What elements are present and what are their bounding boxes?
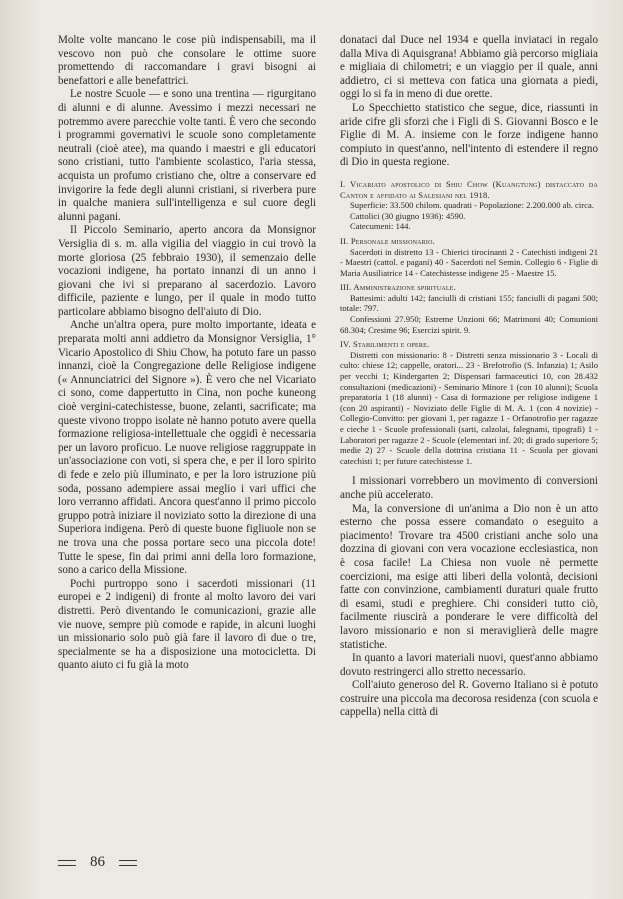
stats-line: Distretti con missionario: 8 - Distretti senza missionario 3 - Locali di culto: chiese 12; cappelle, oratori... 23 - Brefotrofio (S. Infanzia) 1; Asilo per vecchi 1; Kindergarten 2; Dispensari farmaceutici 10, con 28.432 consultazioni (medicazioni) - Seminario Minore 1 (con 10 alunni); Scuola preparatoria 1 (18 alunni) - Casa di formazione per religiose indigene 1 (con 20 aspiranti) - Noviziato delle Figlie di M. A. 1 (con 4 novizie) - Collegio-Convitto: per giovani 1, per ragazze 1 - Orfanotrofio per ragazze e cieche 1 - Scuole professionali (sarti, calzolai, falegnami, tipografi) 1 - Laboratori per ragazze 2 - Scuole (elementari inf. 20; di grado superiore 5; medie 2) 27 - Scuole della dottrina cristiana 11 - Scuola per giovani catechisti 1; per future catechistesse 1. — [340, 349, 598, 466]
paragraph: donataci dal Duce nel 1934 e quella inviataci in regalo dalla Miva di Aquisgrana! Abbiamo già percorso migliaia e migliaia di chilometri; e un viaggio per il quale, anni addietro, ci si metteva con fatica una giornata a piedi, oggi lo si fa in meno di due orette. — [340, 34, 598, 101]
stats-line: Battesimi: adulti 142; fanciulli di cristiani 155; fanciulli di pagani 500; totale: 797. — [340, 292, 598, 314]
stats-line: Sacerdoti in distretto 13 - Chierici tirocinanti 2 - Catechisti indigeni 21 - Maestri (cattol. e pagani) 40 - Sacerdoti nel Semin. Collegio 6 - Figlie di Maria Ausiliatrice 14 - Catechistesse indigene 25 - Maestre 15. — [340, 246, 598, 278]
stats-heading: III. Amministrazione spirituale. — [340, 282, 456, 293]
stats-line: Catecumeni: 144. — [350, 221, 411, 232]
paragraph: I missionari vorrebbero un movimento di conversioni anche più accelerato. — [340, 475, 598, 501]
paragraph: Pochi purtroppo sono i sacerdoti missionari (11 europei e 2 indigeni) di fronte al molto lavoro dei vari distretti. Però diventando le comunicazioni, grazie alle vie nuove, sempre più comode e rapide, in alcuni luoghi un missionario solo può già fare il lavoro di due o tre, specialmente se ha a disposizione una motocicletta. Di quanto aiuto ci fu già la moto — [58, 577, 316, 672]
stats-heading: I. Vicariato apostolico di Shiu Chow (Kuangtung) distaccato da Canton e affidato ai Salesiani nel 1918. — [340, 178, 598, 200]
stats-line: Cattolici (30 giugno 1936): 4590. — [350, 210, 466, 221]
stats-line: Superficie: 33.500 chilom. quadrati - Popolazione: 2.200.000 ab. circa. — [350, 200, 594, 211]
page-number: 86 — [90, 854, 105, 870]
stats-line: Confessioni 27.950; Estreme Unzioni 66; Matrimoni 40; Comunioni 68.304; Cresime 96; Esercizi spirit. 9. — [340, 314, 598, 335]
paragraph: Anche un'altra opera, pure molto importante, ideata e preparata molti anni addietro da Monsignor Versiglia, 1° Vicario Apostolico di Shiu Chow, ha potuto fare un passo innanzi, cioè la Congregazione delle Religiose indigene (« Annunciatrici del Signore »). È vero che nel Vicariato ci sono, come dappertutto in Cina, non poche kuneong cioè vergini-catechistesse, buone, zelanti, sacrificate; ma queste vivono troppo isolate nè hanno potuto avere quella formazione religiosa-intellettuale che oggidì è necessaria per un lavoro proficuo. Le nuove religiose raggruppate in un'associazione con voti, si spera che, e per il loro spirito di fede e zelo più illuminato, e per la loro istruzione più soda, possano adempiere assai meglio i vari uffici che loro verranno affidati. Ancora quest'anno il primo piccolo gruppo potrà iniziare il noviziato sotto la direzione di una Superiora indigena. Però di queste buone figliuole non se ne trova una che possa portare seco una piccola dote! Tutte le spese, fin dai primi anni della loro formazione, sono a carico della Missione. — [58, 319, 316, 577]
page-footer — [58, 854, 137, 871]
paragraph: Molte volte mancano le cose più indispensabili, ma il vescovo non può che consolare le ottime suore promettendo di raccomandare i gravi bisogni ai benefattori e alle benefattrici. — [58, 34, 316, 87]
stats-heading: IV. Stabilimenti e opere. — [340, 339, 430, 350]
paragraph: Il Piccolo Seminario, aperto ancora da Monsignor Versiglia di s. m. alla vigilia del viaggio in cui trovò la morte gloriosa (25 febbraio 1930), il semenzaio delle vocazioni indigene, ha portato innanzi di un anno i giovani che ivi si preparano al sacerdozio. Lavoro difficile, paziente e lungo, per il quale in modo tutto particolare abbiamo bisogno dell'aiuto di Dio. — [58, 224, 316, 318]
ornament-dash — [119, 860, 137, 866]
ornament-dash — [58, 860, 76, 866]
paragraph: In quanto a lavori materiali nuovi, quest'anno abbiamo dovuto restringerci allo stretto necessario. — [340, 652, 598, 678]
stats-heading: II. Personale missionario. — [340, 235, 435, 246]
statistics-box — [340, 179, 598, 466]
two-column-body — [58, 34, 599, 720]
left-column — [58, 34, 316, 673]
right-column — [340, 34, 598, 720]
paragraph: Coll'aiuto generoso del R. Governo Italiano si è potuto costruire una piccola ma decorosa residenza (con scuola e cappella) nella città di — [340, 679, 598, 719]
paragraph: Lo Specchietto statistico che segue, dice, riassunti in aride cifre gli sforzi che i Figli di S. Giovanni Bosco e le Figlie di M. A. insieme con le forze indigene hanno compiuto in quest'anno, nell'intento di estendere il regno di Dio in questa regione. — [340, 101, 598, 169]
paragraph: Ma, la conversione di un'anima a Dio non è un atto esterno che possa essere comandato o eseguito a piacimento! Trovare tra 4500 cristiani anche solo una dozzina di giovani con vera vocazione ecclesiastica, non è cosa facile! La Chiesa non vuole nè permette coercizioni, ma esige atti liberi della volontà, decisioni fatte con convinzione, cambiamenti duraturi quale frutto di esami, studi e preghiere. Chi consideri tutto ciò, facilmente riuscirà a ponderare le vere difficoltà del lavoro missionario e non si meraviglierà delle magre statistiche. — [340, 502, 598, 651]
paragraph: Le nostre Scuole — e sono una trentina — rigurgitano di alunni e di alunne. Avessimo i mezzi necessari ne potremmo avere parecchie volte tanti. È vero che secondo i programmi governativi le scuole sono completamente neutrali (cioè atee), ma quando i maestri e gli educatori sono cristiani, tutto l'ambiente scolastico, l'aria stessa, acquista un profumo cristiano che, oltre a conservare ed invigorire la fede degli alunni cristiani, si riverbera pure in qualche maniera sull'intelligenza e sul cuore degli alunni pagani. — [58, 88, 316, 223]
